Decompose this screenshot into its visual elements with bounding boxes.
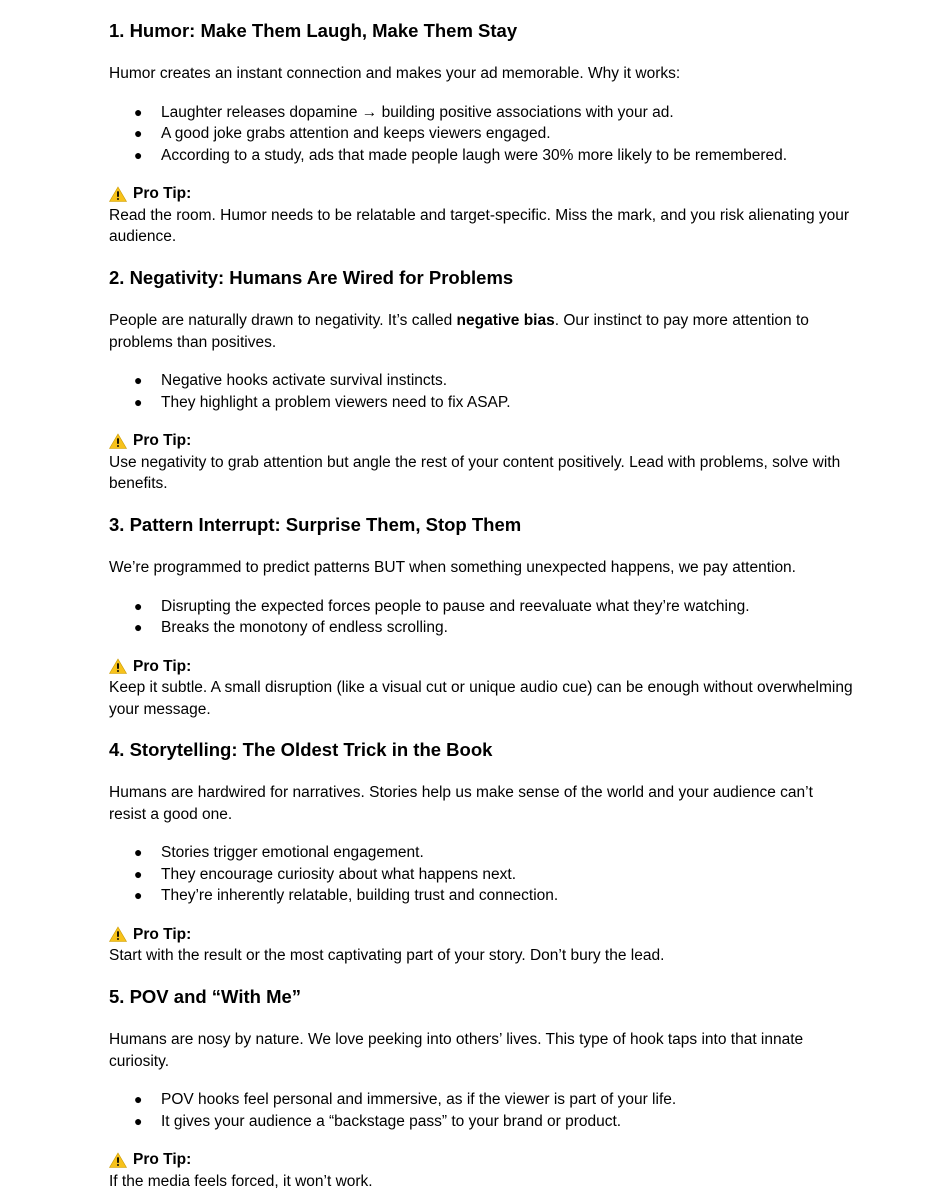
section-negativity xyxy=(109,267,854,495)
pro-tip-label: Pro Tip: xyxy=(133,925,192,943)
pro-tip-label: Pro Tip: xyxy=(133,432,192,449)
warning-icon xyxy=(109,1152,127,1168)
bullet-list xyxy=(109,596,854,639)
list-item xyxy=(109,370,854,392)
intro-text-end: . Our instinct to pay more attention to problems than positives. xyxy=(109,312,809,351)
section-heading: 4. Storytelling: The Oldest Trick in the Book xyxy=(109,739,493,760)
list-item-text: POV hooks feel personal and immersive, as if the viewer is part of your life. xyxy=(161,1091,677,1108)
bullet-icon: ● xyxy=(134,865,143,882)
section-intro: Humans are hardwired for narratives. Stories help us make sense of the world and your audience can’t resist a good one. xyxy=(109,784,813,823)
bullet-icon: ● xyxy=(134,597,143,614)
bullet-icon: ● xyxy=(134,372,143,388)
section-pattern-interrupt xyxy=(109,514,854,720)
section-heading: 3. Pattern Interrupt: Surprise Them, Stop Them xyxy=(109,514,522,535)
list-item xyxy=(109,617,854,639)
list-item-text: Stories trigger emotional engagement. xyxy=(161,844,424,861)
bullet-icon: ● xyxy=(134,103,143,120)
list-item xyxy=(109,392,854,414)
section-intro: We’re programmed to predict patterns BUT when something unexpected happens, we pay attention. xyxy=(109,559,796,576)
section-storytelling xyxy=(109,739,854,967)
section-intro: Humor creates an instant connection and makes your ad memorable. Why it works: xyxy=(109,65,681,82)
section-heading: 5. POV and “With Me” xyxy=(109,986,302,1007)
list-item-text: Laughter releases dopamine → building positive associations with your ad. xyxy=(161,103,674,121)
bullet-icon: ● xyxy=(134,125,143,141)
section-humor xyxy=(109,20,854,248)
list-item-text: They highlight a problem viewers need to fix ASAP. xyxy=(161,393,511,411)
pro-tip-heading xyxy=(109,183,854,205)
warning-icon xyxy=(109,433,127,449)
bullet-icon: ● xyxy=(134,887,143,903)
list-item-text: They’re inherently relatable, building trust and connection. xyxy=(161,887,559,904)
list-item xyxy=(109,596,854,618)
list-item-text: They encourage curiosity about what happens next. xyxy=(161,865,517,883)
pro-tip xyxy=(109,183,854,248)
list-item-text: Negative hooks activate survival instincts. xyxy=(161,372,448,389)
section-heading: 2. Negativity: Humans Are Wired for Problems xyxy=(109,267,514,288)
pro-tip xyxy=(109,924,854,967)
bullet-icon: ● xyxy=(134,1112,143,1129)
list-item xyxy=(109,885,854,907)
pro-tip-text: Keep it subtle. A small disruption (like a visual cut or unique audio cue) can be enough without overwhelming your message. xyxy=(109,679,853,718)
list-item xyxy=(109,842,854,864)
bullet-list xyxy=(109,370,854,413)
list-item xyxy=(109,864,854,886)
pro-tip-heading xyxy=(109,1149,854,1171)
pro-tip-label: Pro Tip: xyxy=(133,1151,192,1168)
warning-icon xyxy=(109,186,127,202)
bullet-icon: ● xyxy=(134,393,143,410)
intro-text-start: People are naturally drawn to negativity. It’s called xyxy=(109,312,457,329)
list-item-text: Breaks the monotony of endless scrolling. xyxy=(161,619,448,636)
pro-tip xyxy=(109,430,854,495)
pro-tip-text: Start with the result or the most captivating part of your story. Don’t bury the lead. xyxy=(109,947,665,964)
pro-tip-heading xyxy=(109,656,854,678)
warning-icon xyxy=(109,926,127,942)
list-item-text: A good joke grabs attention and keeps viewers engaged. xyxy=(161,125,551,142)
list-item-text: According to a study, ads that made people laugh were 30% more likely to be remembered. xyxy=(161,146,788,164)
intro-emphasis: negative bias xyxy=(456,312,555,329)
bullet-list xyxy=(109,842,854,907)
pro-tip-text: Use negativity to grab attention but angle the rest of your content positively. Lead with problems, solve with benefits. xyxy=(109,453,841,492)
bullet-list xyxy=(109,1089,854,1132)
section-intro xyxy=(109,310,854,353)
list-item-text: It gives your audience a “backstage pass” to your brand or product. xyxy=(161,1112,622,1130)
pro-tip xyxy=(109,656,854,721)
pro-tip-label: Pro Tip: xyxy=(133,657,192,675)
warning-icon xyxy=(109,658,127,674)
list-item-text: Disrupting the expected forces people to pause and reevaluate what they’re watching. xyxy=(161,597,750,615)
bullet-list xyxy=(109,102,854,167)
list-item xyxy=(109,123,854,145)
pro-tip-heading xyxy=(109,924,854,946)
bullet-icon: ● xyxy=(134,1091,143,1107)
section-pov xyxy=(109,986,854,1192)
pro-tip-heading xyxy=(109,430,854,452)
pro-tip-text: Read the room. Humor needs to be relatable and target-specific. Miss the mark, and you risk alienating your audience. xyxy=(109,206,850,245)
list-item xyxy=(109,102,854,124)
section-intro: Humans are nosy by nature. We love peeking into others’ lives. This type of hook taps into that innate curiosity. xyxy=(109,1031,804,1070)
list-item xyxy=(109,1089,854,1111)
bullet-icon: ● xyxy=(134,619,143,635)
pro-tip xyxy=(109,1149,854,1192)
list-item xyxy=(109,145,854,167)
pro-tip-label: Pro Tip: xyxy=(133,185,192,202)
pro-tip-text: If the media feels forced, it won’t work. xyxy=(109,1172,373,1190)
bullet-icon: ● xyxy=(134,844,143,860)
section-heading: 1. Humor: Make Them Laugh, Make Them Stay xyxy=(109,20,518,41)
list-item xyxy=(109,1111,854,1133)
bullet-icon: ● xyxy=(134,146,143,163)
